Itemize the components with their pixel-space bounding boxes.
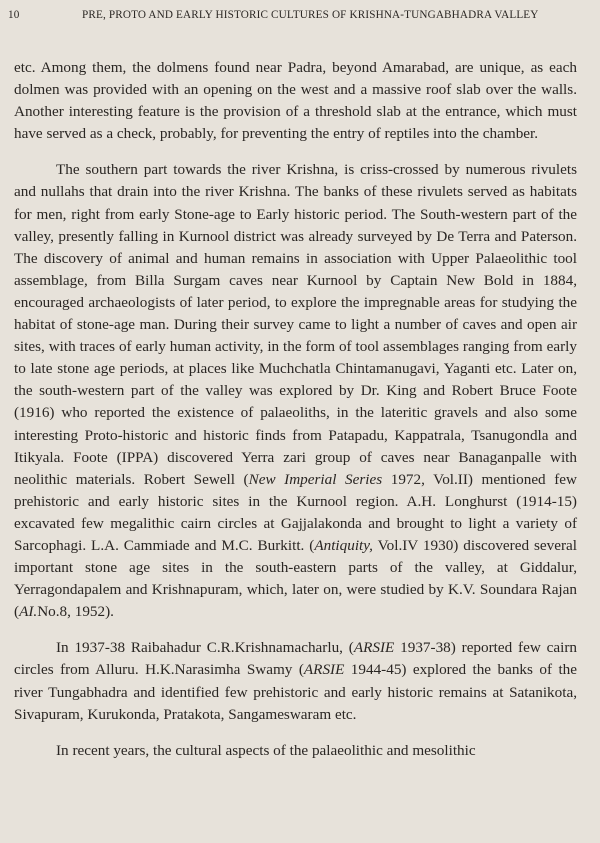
text-run: etc. Among them, the dolmens found near Padra, beyond Amarabad, are unique, as each dolmen was provided with an opening on the west and a massive roof slab over the walls. Another interesting feature is the provision of a threshold slab at the entrance, which must have served as a check, probably, for preventing the entry of reptiles into the chamber. xyxy=(14,59,577,143)
text-run: In 1937-38 Raibahadur C.R.Krishnamacharlu, ( xyxy=(56,639,354,657)
italic-citation: AI. xyxy=(19,603,38,621)
italic-citation: New Imperial Series xyxy=(248,470,383,488)
text-run: No.8, 1952). xyxy=(37,603,114,621)
body-text xyxy=(14,57,577,762)
italic-citation: Antiquity, xyxy=(314,536,373,554)
paragraph xyxy=(14,57,577,145)
paragraph xyxy=(14,159,577,623)
paragraph xyxy=(14,637,577,725)
text-run: Vol.IV 1930) discovered several important stone age sites in the south-eastern parts of the valley, at Giddalur, Yerragondapalem and Krishnapuram, which, later on, were studied by K.V. Soundara Rajan ( xyxy=(14,536,577,621)
text-run: 1937-38) reported few cairn circles from Alluru. H.K.Narasimha Swamy ( xyxy=(14,639,577,679)
page-header xyxy=(8,9,592,25)
text-run: 1972, Vol.II) mentioned few prehistoric and early historic sites in the Kurnool region. A.H. Longhurst (1914-15) excavated few megalithic cairn circles at Gajjalakonda and brought to light a variety of Sarcophagi. L.A. Cammiade and M.C. Burkitt. ( xyxy=(14,470,577,554)
text-run: The southern part towards the river Krishna, is criss-crossed by numerous rivulets and nullahs that drain into the river Krishna. The banks of these rivulets served as habitats for men, right from early Stone-age to Early historic period. The South-western part of the valley, presently falling in Kurnool district was already surveyed by De Terra and Paterson. The discovery of animal and human remains in association with Upper Palaeolithic tool assemblage, from Billa Surgam caves near Kurnool by Captain New Bold in 1884, encouraged archaeologists of later period, to explore the impregnable areas for studying the habitat of stone-age man. During their survey came to light a number of caves and open air sites, with traces of early human activity, in the form of tool assemblages ranging from early to late stone age periods, at places like Muchchatla Chintamanugavi, Yaganti etc. Later on, the south-western part of the valley was explored by Dr. King and Robert Bruce Foote (1916) who reported the existence of palaeoliths, in the lateritic gravels and also some interesting Proto-historic and historic finds from Patapadu, Kappatrala, Tsanugondla and Itikyala. Foote (IPPA) discovered Yerra zari group of caves near Banaganpalle with neolithic materials. Robert Sewell ( xyxy=(14,161,577,488)
running-title: PRE, PROTO AND EARLY HISTORIC CULTURES OF KRISHNA-TUNGABHADRA VALLEY xyxy=(82,9,539,21)
italic-citation: ARSIE xyxy=(353,639,395,657)
paragraph xyxy=(14,740,577,762)
italic-citation: ARSIE xyxy=(303,661,345,679)
text-run: 1944-45) explored the banks of the river Tungabhadra and identified few prehistoric and early historic remains at Satanikota, Sivapuram, Kurukonda, Pratakota, Sangameswaram etc. xyxy=(14,661,577,723)
text-run: In recent years, the cultural aspects of the palaeolithic and mesolithic xyxy=(56,741,476,759)
page-number: 10 xyxy=(8,9,20,21)
